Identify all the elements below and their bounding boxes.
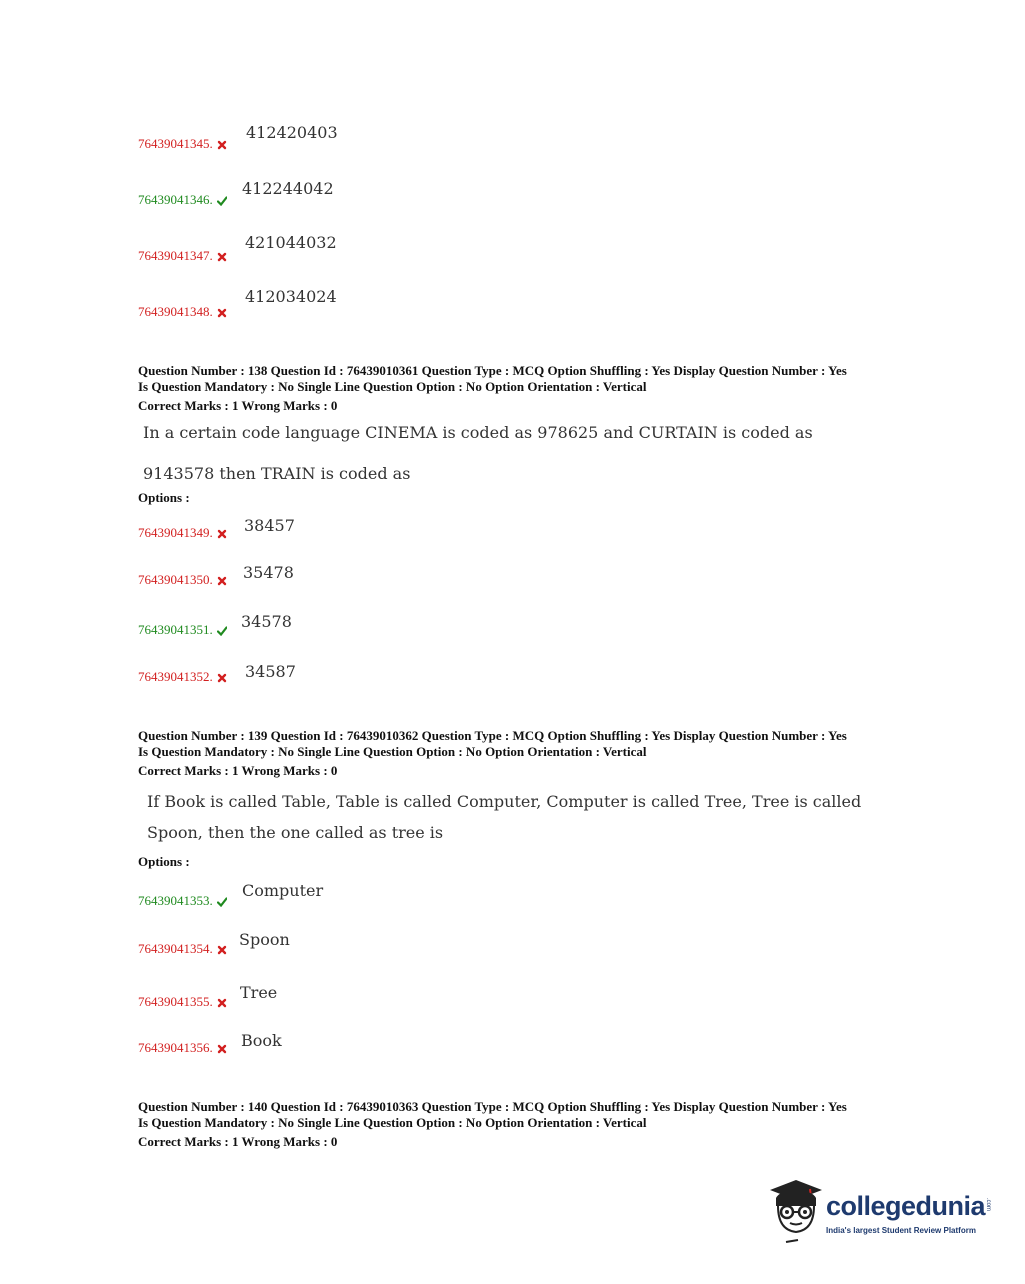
- option-text: 421044032: [245, 233, 337, 252]
- cross-icon: [217, 673, 227, 683]
- option-text: Computer: [242, 881, 324, 900]
- question-text: In a certain code language CINEMA is coded as 978625 and CURTAIN is coded as: [143, 423, 813, 442]
- option-id: 76439041350.: [138, 572, 213, 587]
- option-item: [138, 572, 227, 588]
- cross-icon: [217, 998, 227, 1008]
- option-item: [138, 622, 227, 638]
- option-text: 35478: [243, 563, 294, 582]
- option-id: 76439041355.: [138, 994, 213, 1009]
- mascot-icon: [766, 1176, 824, 1244]
- question-meta-line: Is Question Mandatory : No Single Line Question Option : No Option Orientation : Vertical: [138, 744, 647, 759]
- question-marks: Correct Marks : 1 Wrong Marks : 0: [138, 1134, 338, 1149]
- question-meta-line: Question Number : 138 Question Id : 76439010361 Question Type : MCQ Option Shuffling : Yes Display Question Number : Yes: [138, 363, 847, 378]
- check-icon: [217, 196, 227, 206]
- option-text: 38457: [244, 516, 295, 535]
- check-icon: [217, 897, 227, 907]
- cross-icon: [217, 140, 227, 150]
- option-item: [138, 941, 227, 957]
- cross-icon: [217, 576, 227, 586]
- option-text: 34587: [245, 662, 296, 681]
- question-meta-line: Is Question Mandatory : No Single Line Question Option : No Option Orientation : Vertical: [138, 1115, 647, 1130]
- option-text: Book: [241, 1031, 282, 1050]
- option-id: 76439041348.: [138, 304, 213, 319]
- option-text: 412244042: [242, 179, 334, 198]
- option-id: 76439041346.: [138, 192, 213, 207]
- collegedunia-logo: [766, 1176, 996, 1246]
- option-id: 76439041345.: [138, 136, 213, 151]
- option-item: [138, 1040, 227, 1056]
- option-item: [138, 525, 227, 541]
- question-text: If Book is called Table, Table is called Computer, Computer is called Tree, Tree is called: [147, 792, 862, 811]
- option-id: 76439041347.: [138, 248, 213, 263]
- option-text: 412420403: [246, 123, 338, 142]
- check-icon: [217, 626, 227, 636]
- question-text: 9143578 then TRAIN is coded as: [143, 464, 411, 483]
- option-item: [138, 248, 227, 264]
- cross-icon: [217, 1044, 227, 1054]
- option-id: 76439041349.: [138, 525, 213, 540]
- option-item: [138, 669, 227, 685]
- cross-icon: [217, 945, 227, 955]
- question-meta-line: Question Number : 139 Question Id : 76439010362 Question Type : MCQ Option Shuffling : Yes Display Question Number : Yes: [138, 728, 847, 743]
- option-id: 76439041354.: [138, 941, 213, 956]
- question-marks: Correct Marks : 1 Wrong Marks : 0: [138, 763, 338, 778]
- option-item: [138, 893, 227, 909]
- option-text: Spoon: [239, 930, 290, 949]
- option-id: 76439041356.: [138, 1040, 213, 1055]
- cross-icon: [217, 308, 227, 318]
- option-text: 412034024: [245, 287, 337, 306]
- question-meta-line: Question Number : 140 Question Id : 76439010363 Question Type : MCQ Option Shuffling : Yes Display Question Number : Yes: [138, 1099, 847, 1114]
- option-item: [138, 136, 227, 152]
- question-text: Spoon, then the one called as tree is: [147, 823, 444, 842]
- options-label: Options :: [138, 490, 190, 505]
- option-item: [138, 304, 227, 320]
- option-id: 76439041352.: [138, 669, 213, 684]
- options-label: Options :: [138, 854, 190, 869]
- option-item: [138, 192, 227, 208]
- option-text: Tree: [240, 983, 278, 1002]
- cross-icon: [217, 529, 227, 539]
- question-marks: Correct Marks : 1 Wrong Marks : 0: [138, 398, 338, 413]
- option-id: 76439041351.: [138, 622, 213, 637]
- logo-domain: .com: [985, 1198, 991, 1212]
- logo-wordmark: collegedunia: [826, 1191, 986, 1221]
- cross-icon: [217, 252, 227, 262]
- option-text: 34578: [241, 612, 292, 631]
- logo-tagline: India's largest Student Review Platform: [826, 1226, 976, 1235]
- option-item: [138, 994, 227, 1010]
- question-meta-line: Is Question Mandatory : No Single Line Question Option : No Option Orientation : Vertical: [138, 379, 647, 394]
- option-id: 76439041353.: [138, 893, 213, 908]
